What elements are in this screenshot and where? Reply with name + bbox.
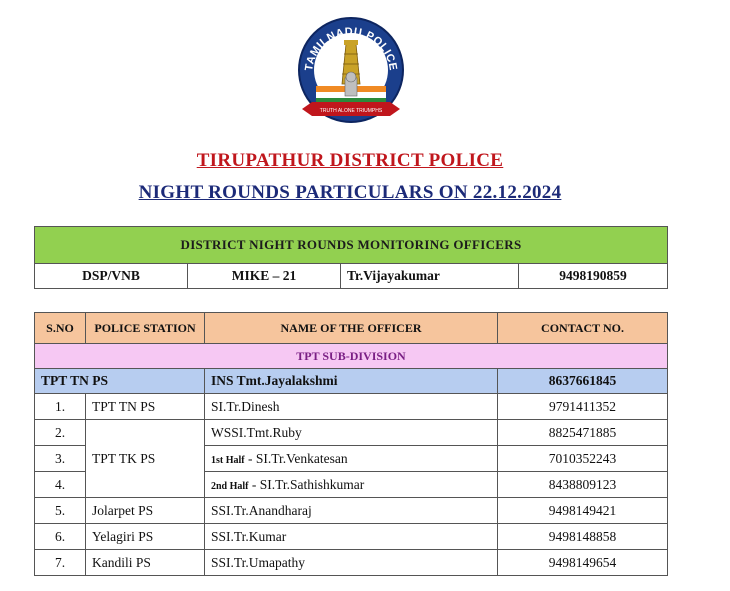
row-contact: 8825471885	[498, 420, 668, 446]
ps-contact: 8637661845	[498, 369, 668, 394]
table-row	[35, 550, 668, 576]
row-officer: SSI.Tr.Kumar	[205, 524, 498, 550]
col-contact: CONTACT NO.	[498, 313, 668, 344]
page-title: TIRUPATHUR DISTRICT POLICE	[196, 150, 504, 171]
row-officer: SSI.Tr.Anandharaj	[205, 498, 498, 524]
monitoring-phone: 9498190859	[519, 264, 668, 289]
col-sno: S.NO	[35, 313, 86, 344]
row-station: Kandili PS	[86, 550, 205, 576]
row-station: TPT TK PS	[86, 420, 205, 498]
ps-officer: INS Tmt.Jayalakshmi	[205, 369, 498, 394]
emblem-motto: TRUTH ALONE TRIUMPHS	[319, 108, 383, 114]
row-sno: 3.	[35, 446, 86, 472]
row-contact: 9498149654	[498, 550, 668, 576]
row-contact: 9498148858	[498, 524, 668, 550]
shift-label: 2nd Half	[211, 480, 249, 492]
row-officer: - SI.Tr.Sathishkumar	[248, 476, 365, 492]
row-contact: 8438809123	[498, 472, 668, 498]
row-officer: - SI.Tr.Venkatesan	[244, 450, 348, 466]
subdivision-header: TPT SUB-DIVISION	[35, 344, 668, 369]
row-sno: 6.	[35, 524, 86, 550]
row-contact: 9498149421	[498, 498, 668, 524]
emblem-text: TAMILNADU POLICE	[303, 25, 399, 72]
table-row	[35, 394, 668, 420]
row-officer-shift	[205, 472, 498, 498]
col-station: POLICE STATION	[86, 313, 205, 344]
monitoring-heading: DISTRICT NIGHT ROUNDS MONITORING OFFICERS	[35, 227, 668, 264]
monitoring-officers-table	[34, 226, 668, 289]
night-rounds-table	[34, 312, 668, 576]
row-contact: 7010352243	[498, 446, 668, 472]
row-sno: 7.	[35, 550, 86, 576]
row-officer-shift	[205, 446, 498, 472]
page-subtitle: NIGHT ROUNDS PARTICULARS ON 22.12.2024	[138, 182, 562, 203]
row-sno: 4.	[35, 472, 86, 498]
table-row	[35, 524, 668, 550]
row-officer: SI.Tr.Dinesh	[205, 394, 498, 420]
tamilnadu-police-emblem	[292, 14, 410, 132]
row-station: TPT TN PS	[86, 394, 205, 420]
row-sno: 2.	[35, 420, 86, 446]
row-station: Jolarpet PS	[86, 498, 205, 524]
row-station: Yelagiri PS	[86, 524, 205, 550]
row-contact: 9791411352	[498, 394, 668, 420]
ps-station: TPT TN PS	[35, 369, 205, 394]
shift-label: 1st Half	[211, 454, 245, 466]
monitoring-callsign: MIKE – 21	[188, 264, 341, 289]
monitoring-name: Tr.Vijayakumar	[341, 264, 519, 289]
row-officer: WSSI.Tmt.Ruby	[205, 420, 498, 446]
table-row	[35, 420, 668, 446]
table-row	[35, 498, 668, 524]
row-sno: 5.	[35, 498, 86, 524]
monitoring-rank: DSP/VNB	[35, 264, 188, 289]
row-sno: 1.	[35, 394, 86, 420]
col-officer: NAME OF THE OFFICER	[205, 313, 498, 344]
row-officer: SSI.Tr.Umapathy	[205, 550, 498, 576]
